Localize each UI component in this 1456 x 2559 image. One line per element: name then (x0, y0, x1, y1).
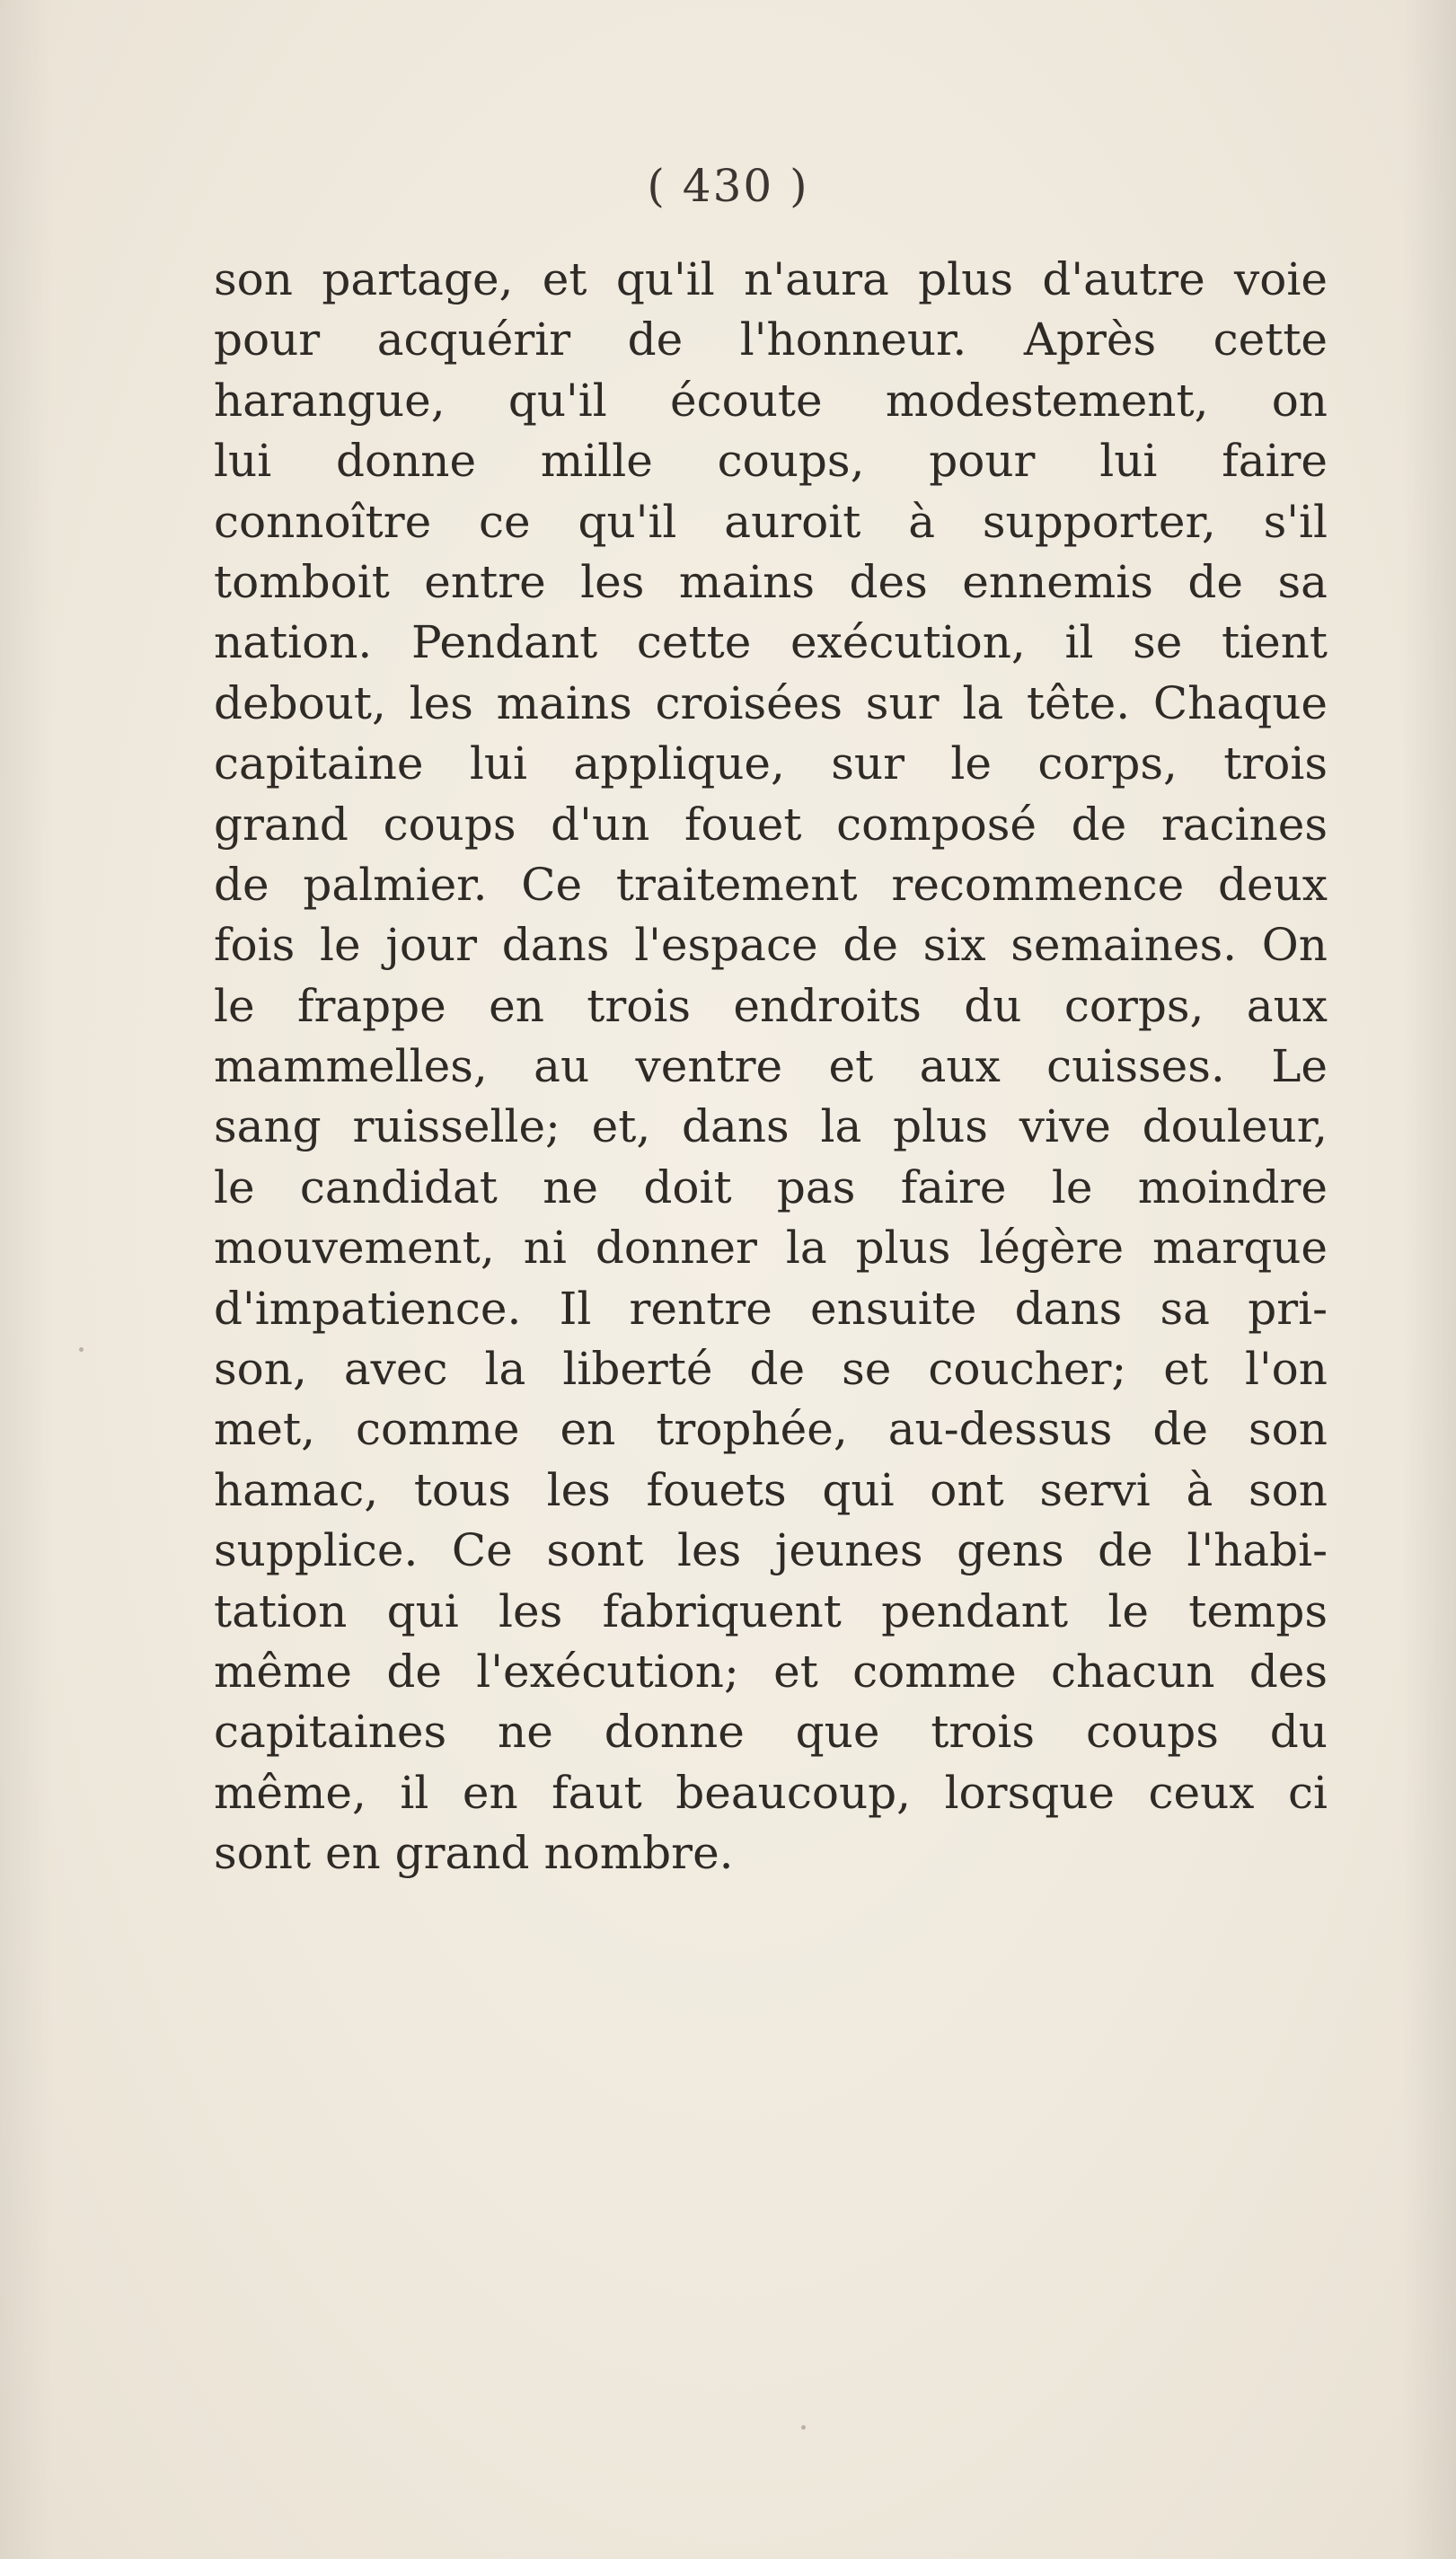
text-line: fois le jour dans l'espace de six semaines. On (214, 919, 1328, 972)
text-line: met, comme en trophée, au-dessus de son (214, 1403, 1328, 1456)
paper-speck (79, 1347, 84, 1352)
text-line: de palmier. Ce traitement recommence deux (214, 858, 1328, 911)
text-line: harangue, qu'il écoute modestement, on (214, 374, 1328, 427)
text-line: capitaines ne donne que trois coups du (214, 1706, 1328, 1759)
page-edge-shadow-left (0, 0, 54, 2559)
text-line: sang ruisselle; et, dans la plus vive douleur, (214, 1100, 1328, 1153)
text-line: d'impatience. Il rentre ensuite dans sa pri- (214, 1282, 1328, 1335)
text-line: le frappe en trois endroits du corps, aux (214, 979, 1328, 1032)
text-line: hamac, tous les fouets qui ont servi à son (214, 1463, 1328, 1516)
text-line: son partage, et qu'il n'aura plus d'autre voie (214, 253, 1328, 305)
text-line: supplice. Ce sont les jeunes gens de l'habi- (214, 1524, 1328, 1577)
text-line: grand coups d'un fouet composé de racines (214, 798, 1328, 851)
paper-speck (801, 2425, 806, 2430)
body-text (214, 250, 1328, 1884)
text-line: tation qui les fabriquent pendant le temps (214, 1584, 1328, 1637)
text-line: tomboit entre les mains des ennemis de sa (214, 555, 1328, 608)
text-line: nation. Pendant cette exécution, il se tient (214, 616, 1328, 669)
page-edge-shadow-right (1402, 0, 1456, 2559)
text-line: sont en grand nombre. (214, 1827, 734, 1880)
text-line: debout, les mains croisées sur la tête. Chaque (214, 676, 1328, 729)
text-line: pour acquérir de l'honneur. Après cette (214, 313, 1328, 366)
text-line: mammelles, au ventre et aux cuisses. Le (214, 1040, 1328, 1093)
text-line: connoître ce qu'il auroit à supporter, s'il (214, 495, 1328, 548)
text-line: son, avec la liberté de se coucher; et l'on (214, 1343, 1328, 1396)
text-line: capitaine lui applique, sur le corps, trois (214, 737, 1328, 790)
text-line: mouvement, ni donner la plus légère marque (214, 1222, 1328, 1275)
text-line: le candidat ne doit pas faire le moindre (214, 1160, 1328, 1213)
text-line: lui donne mille coups, pour lui faire (214, 435, 1328, 488)
text-line: même, il en faut beaucoup, lorsque ceux ci (214, 1766, 1328, 1819)
page-number: ( 430 ) (647, 160, 809, 212)
text-line: même de l'exécution; et comme chacun des (214, 1645, 1328, 1698)
